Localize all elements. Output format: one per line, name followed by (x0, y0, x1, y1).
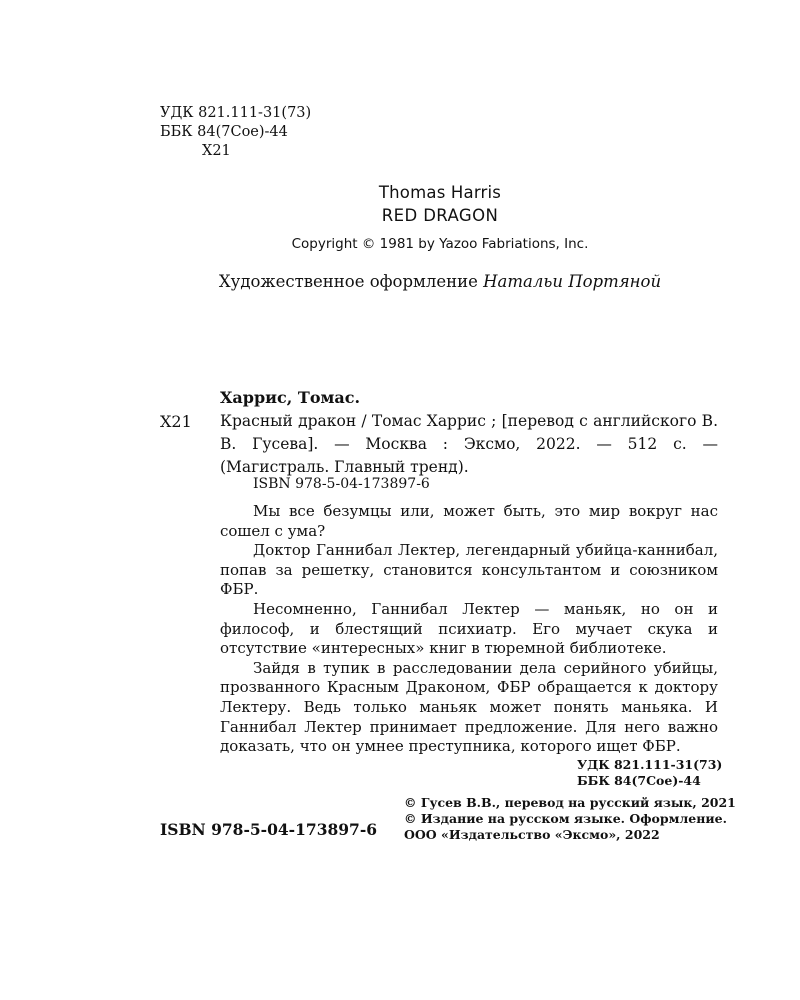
original-title: RED DRAGON (381, 206, 499, 225)
bibliographic-isbn: ISBN 978-5-04-173897-6 (253, 476, 430, 492)
annotation-paragraph: Мы все безумцы или, может быть, это мир вокруг нас сошел с ума? (220, 502, 718, 540)
udk-code: УДК 821.111-31(73) (160, 105, 312, 121)
index-codes (577, 757, 722, 789)
annotation (220, 502, 718, 757)
copyright-line: ООО «Издательство «Эксмо», 2022 (404, 827, 660, 842)
designer-name: Натальи Портяной (483, 272, 662, 291)
bibliographic-sign: Х21 (160, 412, 192, 431)
classification-codes (160, 104, 311, 161)
annotation-paragraph: Несомненно, Ганнибал Лектер — маньяк, но он и философ, и блестящий психиатр. Его мучает скука и отсутствие «интересных» книг в тюремной библиотеке. (220, 599, 718, 658)
design-credit-prefix: Художественное оформление (218, 272, 478, 291)
copyright-line: © Гусев В.В., перевод на русский язык, 2021 (404, 795, 736, 810)
udk-code-bold: УДК 821.111-31(73) (577, 757, 723, 772)
author-sign: Х21 (202, 143, 231, 159)
footer-isbn: ISBN 978-5-04-173897-6 (160, 820, 378, 839)
copyright-line: © Издание на русском языке. Оформление. (404, 811, 727, 826)
bibliographic-heading: Харрис, Томас. (220, 388, 361, 407)
annotation-paragraph: Доктор Ганнибал Лектер, легендарный убийца-каннибал, попав за решетку, становится консультантом и союзником ФБР. (220, 541, 718, 599)
design-credit (0, 272, 800, 291)
original-author: Thomas Harris (378, 183, 502, 202)
bbk-code-bold: ББК 84(7Сое)-44 (577, 773, 701, 788)
original-copyright: Copyright © 1981 by Yazoo Fabriations, Inc. (291, 236, 589, 252)
bibliographic-description: Красный дракон / Томас Харрис ; [перевод с английского В. В. Гусева]. — Москва : Эксмо, 2022. — 512 с. — (Магистраль. Главный тренд). (220, 412, 718, 476)
bbk-code: ББК 84(7Сое)-44 (160, 124, 288, 140)
copyright-block (404, 795, 736, 843)
annotation-paragraph: Зайдя в тупик в расследовании дела серийного убийцы, прозванного Красным Драконом, ФБР обращается к доктору Лектеру. Ведь только маньяк может понять маньяка. И Ганнибал Лектер принимает предложение. Для него важно доказать, что он умнее преступника, которого ищет ФБР. (220, 658, 718, 756)
